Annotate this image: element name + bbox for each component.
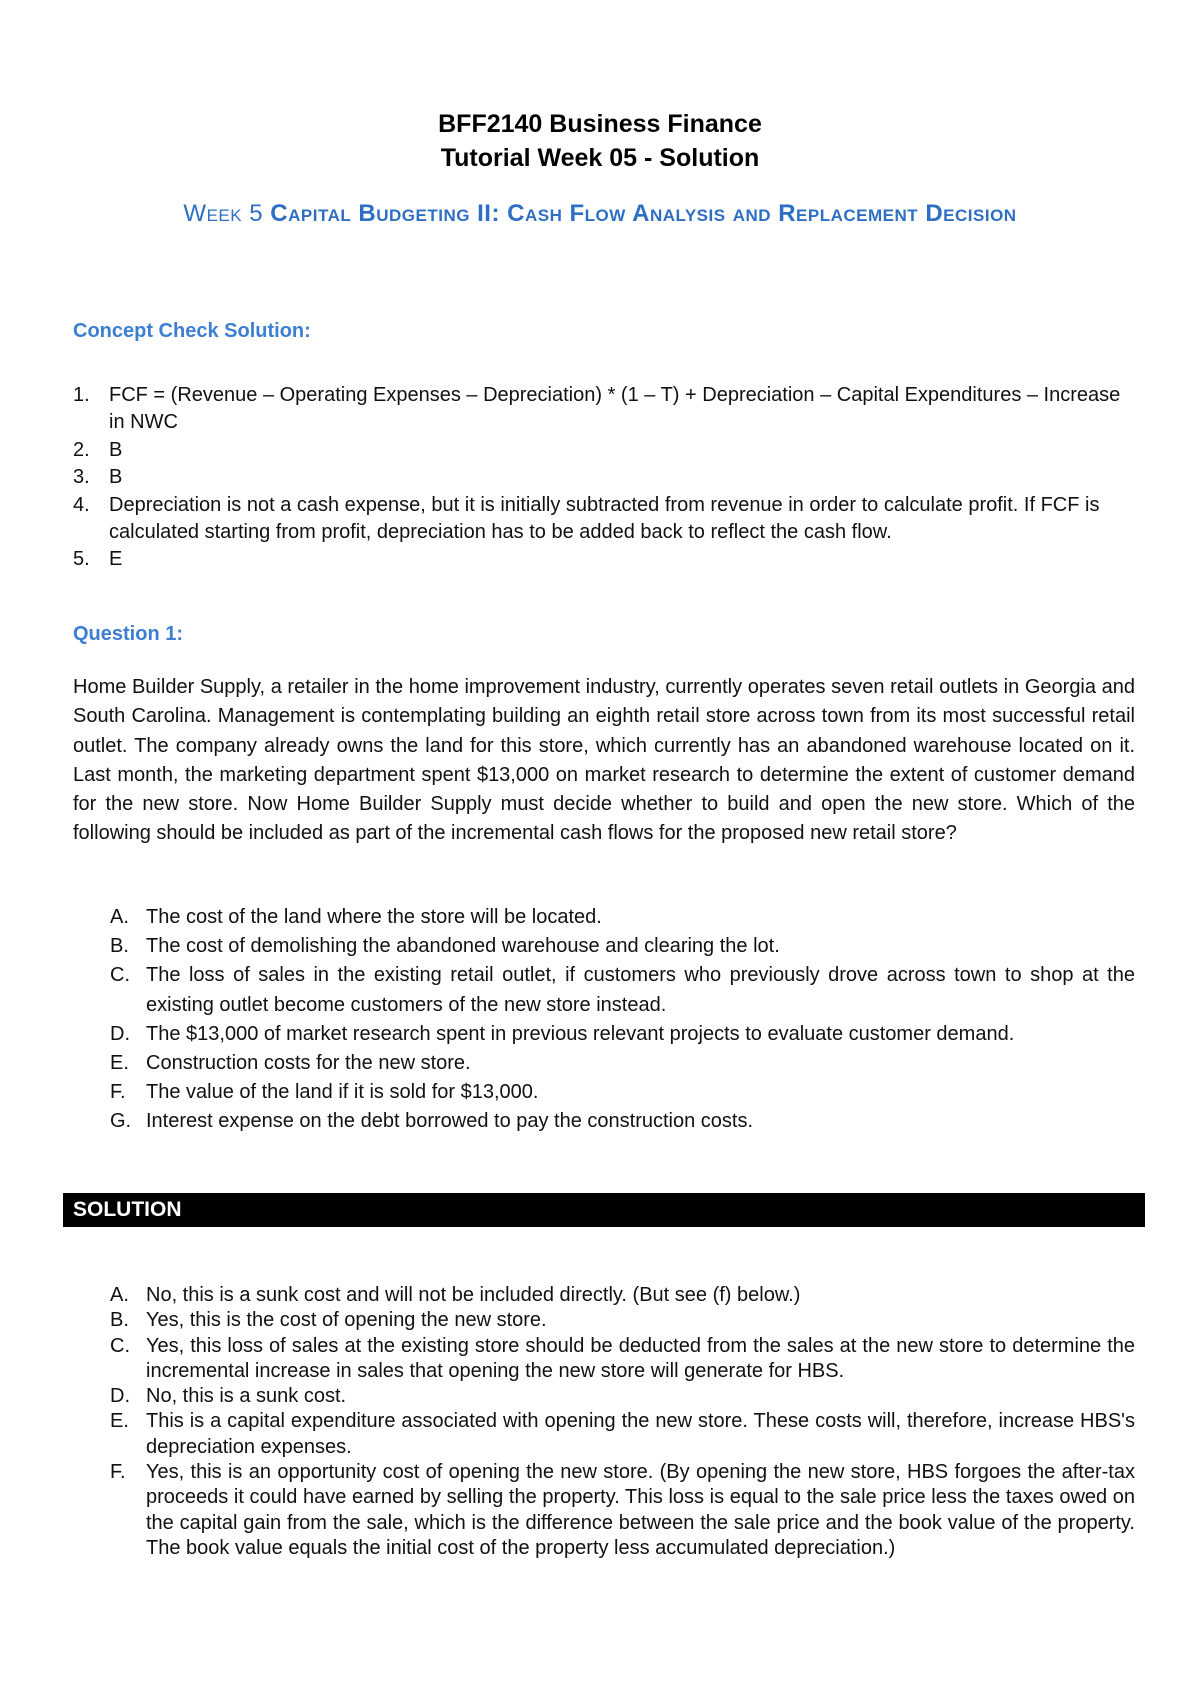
week-topic: Capital Budgeting II: Cash Flow Analysis and Replacement Decision — [270, 200, 1017, 227]
list-item: 3. B — [73, 466, 123, 489]
list-item: A. The cost of the land where the store will be located. — [110, 906, 602, 928]
question-1-options — [110, 903, 1135, 1137]
question-1-body: Home Builder Supply, a retailer in the home improvement industry, currently operates seven retail outlets in Georgia and South Carolina. Management is contemplating building an eighth retail store across town from its most successful retail outlet. The company already owns the land for this store, which currently has an abandoned warehouse located on it. Last month, the marketing department spent $13,000 on market research to determine the extent of customer demand for the new store. Now Home Builder Supply must decide whether to build and open the new store. Which of the following should be included as part of the incremental cash flows for the proposed new retail store? — [73, 676, 1135, 845]
list-item: 4. Depreciation is not a cash expense, but it is initially subtracted from revenue in order to calculate profit. If FCF is calculated starting from profit, depreciation has to be added back to reflect the cash flow. — [73, 493, 1100, 544]
solution-label: SOLUTION — [73, 1198, 182, 1221]
week-heading — [0, 200, 1200, 228]
question-1-heading: Question 1: — [73, 623, 184, 645]
list-item: B. The cost of demolishing the abandoned warehouse and clearing the lot. — [110, 935, 780, 958]
course-title: BFF2140 Business Finance — [438, 110, 762, 138]
list-item: B. Yes, this is the cost of opening the new store. — [110, 1309, 547, 1332]
list-item: D. No, this is a sunk cost. — [110, 1385, 347, 1408]
list-item: C. Yes, this loss of sales at the existing store should be deducted from the sales at the new store to determine the incremental increase in sales that opening the new store will generate for HBS. — [110, 1334, 1135, 1382]
list-item: E. Construction costs for the new store. — [110, 1052, 471, 1075]
tutorial-title: Tutorial Week 05 - Solution — [440, 144, 760, 172]
week-number: Week 5 — [183, 200, 264, 227]
list-item: A. No, this is a sunk cost and will not be included directly. (But see (f) below.) — [110, 1284, 801, 1306]
list-item: 2. B — [73, 438, 123, 461]
solution-answers — [110, 1283, 1135, 1561]
list-item: C. The loss of sales in the existing retail outlet, if customers who previously drove across town to shop at the existing outlet become customers of the new store instead. — [110, 964, 1135, 1016]
list-item: G. Interest expense on the debt borrowed to pay the construction costs. — [110, 1110, 754, 1133]
document-title — [0, 107, 1200, 175]
list-item: 1. FCF = (Revenue – Operating Expenses – Depreciation) * (1 – T) + Depreciation – Capital Expenditures – Increase in NWC — [73, 384, 1121, 434]
solution-banner — [63, 1193, 1145, 1227]
concept-check-heading: Concept Check Solution: — [73, 320, 311, 342]
list-item: F. The value of the land if it is sold for $13,000. — [110, 1081, 539, 1104]
concept-check-list — [73, 382, 1133, 574]
list-item: F. Yes, this is an opportunity cost of opening the new store. (By opening the new store, HBS forgoes the after-tax proceeds it could have earned by selling the property. This loss is equal to the sale price less the taxes owed on the capital gain from the sale, which is the difference between the sale price and the book value of the property. The book value equals the initial cost of the property less accumulated depreciation.) — [110, 1461, 1135, 1559]
list-item: E. This is a capital expenditure associated with opening the new store. These costs will, therefore, increase HBS's depreciation expenses. — [110, 1410, 1135, 1458]
list-item: D. The $13,000 of market research spent in previous relevant projects to evaluate customer demand. — [110, 1022, 1015, 1045]
list-item: 5. E — [73, 548, 123, 571]
